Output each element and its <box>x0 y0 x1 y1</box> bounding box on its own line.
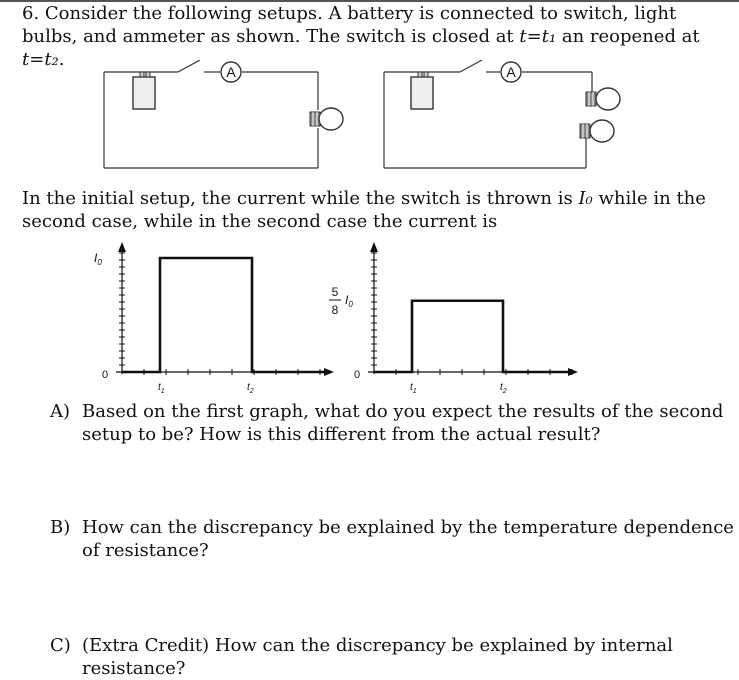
part-c <box>50 634 735 680</box>
question-setup <box>22 187 734 233</box>
ammeter-icon <box>221 62 241 82</box>
y-label-zero: 0 <box>354 369 361 381</box>
ammeter-label: A <box>226 64 236 80</box>
ammeter-icon <box>501 62 521 82</box>
x-label-t1: $t_1$ <box>410 382 417 395</box>
part-a-label: A) <box>50 401 71 422</box>
current-step-line <box>374 301 574 372</box>
fraction-denominator: 8 <box>331 303 339 317</box>
current-graph-single-bulb <box>80 238 350 400</box>
current-step-line <box>122 258 324 372</box>
part-a <box>50 400 735 446</box>
part-a-text: Based on the first graph, what do you expect the results of the second setup to be? How is this different from the actual result? <box>82 401 724 445</box>
light-bulb-icon <box>580 120 614 142</box>
battery-icon <box>133 72 155 109</box>
t2-equation: t=t₂ <box>22 49 59 70</box>
y-label-five-eighths-i0 <box>329 285 353 317</box>
intro-text-1: 6. Consider the following setups. A battery is connected to switch, light bulbs, and ammeter as shown. The switch is closed at <box>22 3 677 47</box>
i0-symbol: I₀ <box>578 188 593 209</box>
x-label-t2: $t_2$ <box>247 382 254 395</box>
y-axis-arrow <box>370 242 378 252</box>
part-b-text: How can the discrepancy be explained by the temperature dependence of resistance? <box>82 517 734 561</box>
ammeter-label: A <box>506 64 516 80</box>
y-label-i0: $I_0$ <box>94 251 102 267</box>
circuit-diagram-two-bulbs <box>380 60 640 172</box>
part-b-label: B) <box>50 517 71 538</box>
circuit-diagram-single-bulb <box>100 60 360 172</box>
switch-blade <box>460 60 482 72</box>
part-b <box>50 516 735 562</box>
y-axis-arrow <box>118 242 126 252</box>
fraction-numerator: 5 <box>331 285 339 299</box>
light-bulb-icon <box>586 88 620 110</box>
intro-text-3: . <box>58 49 65 70</box>
intro-text-2: an reopened at <box>556 26 700 47</box>
battery-icon <box>411 72 433 109</box>
current-graph-two-bulbs <box>320 238 590 400</box>
switch-blade <box>178 60 200 72</box>
x-label-t1: $t_1$ <box>158 382 165 395</box>
part-c-text: (Extra Credit) How can the discrepancy be explained by internal resistance? <box>82 635 673 679</box>
light-bulb-icon <box>310 108 343 130</box>
y-label-zero: 0 <box>102 369 109 381</box>
setup-text-1: In the initial setup, the current while the switch is thrown is <box>22 188 579 209</box>
setup-text-2: while in the second case, while in the second case the current is <box>22 188 706 232</box>
fraction-symbol: $I_0$ <box>345 293 353 309</box>
x-label-t2: $t_2$ <box>500 382 507 395</box>
part-c-label: C) <box>50 635 71 656</box>
t1-equation: t=t₁ <box>519 26 557 47</box>
